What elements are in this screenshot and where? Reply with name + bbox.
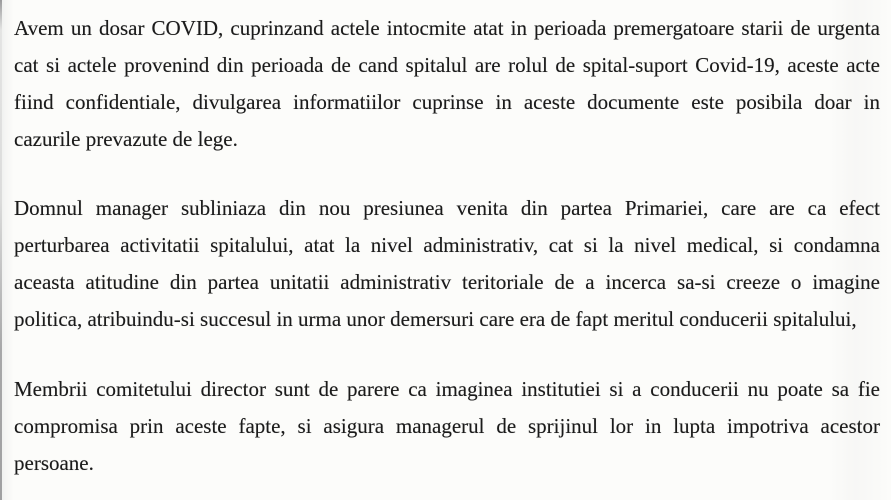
paragraph: [14, 10, 880, 158]
paragraph: [14, 190, 880, 338]
text-line: Domnul manager subliniaza din nou presiunea venita din partea Primariei, care are ca efect: [14, 196, 880, 220]
text-line: persoane.: [14, 451, 94, 475]
text-line: aceasta atitudine din partea unitatii administrativ teritoriale de a incerca sa-si creeze o imagine: [14, 270, 880, 294]
text-line: compromisa prin aceste fapte, si asigura managerul de sprijinul lor in lupta impotriva acestor: [14, 414, 880, 438]
text-line: Membrii comitetului director sunt de parere ca imaginea institutiei si a conducerii nu poate sa fie: [14, 377, 880, 401]
text-line: cat si actele provenind din perioada de cand spitalul are rolul de spital-suport Covid-19, aceste acte: [14, 53, 880, 77]
paragraph: [14, 371, 880, 482]
text-line: politica, atribuindu-si succesul in urma unor demersuri care era de fapt meritul conducerii spitalului,: [14, 307, 857, 331]
text-line: perturbarea activitatii spitalului, atat la nivel administrativ, cat si la nivel medical, si condamna: [14, 233, 880, 257]
text-line: fiind confidentiale, divulgarea informatiilor cuprinse in aceste documente este posibila doar in: [14, 90, 880, 114]
document-body: [14, 10, 880, 482]
text-line: Avem un dosar COVID, cuprinzand actele intocmite atat in perioada premergatoare starii de urgenta: [14, 16, 880, 40]
scan-edge-artifact: [0, 0, 2, 500]
text-line: cazurile prevazute de lege.: [14, 127, 238, 151]
